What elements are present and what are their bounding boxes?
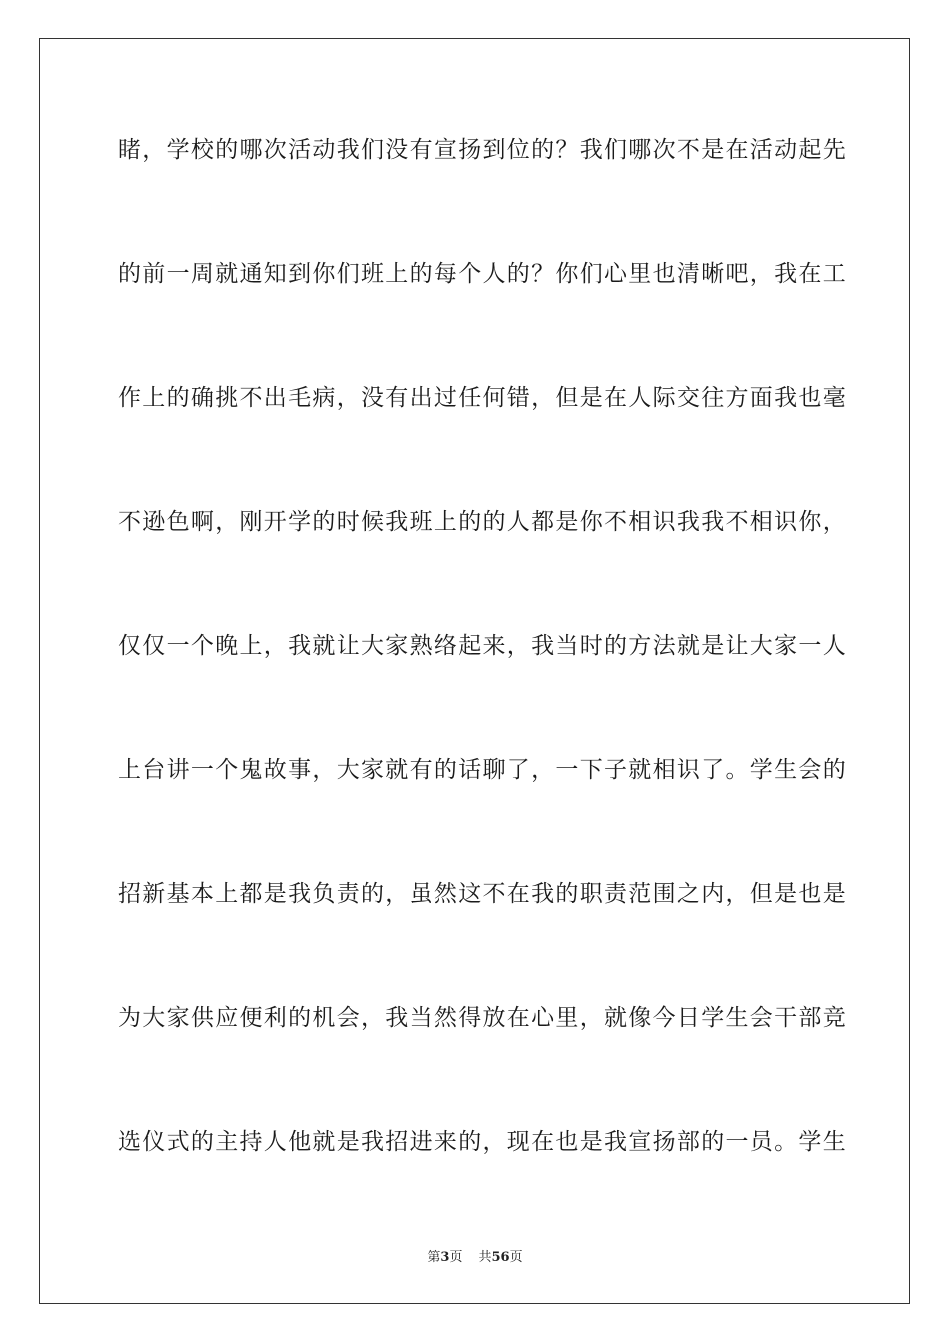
total-prefix: 共	[478, 1250, 492, 1265]
text-line: 不逊色啊，刚开学的时候我班上的的人都是你不相识我我不相识你，	[118, 509, 847, 535]
text-line: 为大家供应便利的机会，我当然得放在心里，就像今日学生会干部竞	[118, 1005, 847, 1031]
page-number: 3	[440, 1250, 450, 1265]
page-prefix: 第	[427, 1250, 441, 1265]
text-line: 上台讲一个鬼故事，大家就有的话聊了，一下子就相识了。学生会的	[118, 757, 847, 783]
page-suffix: 页	[449, 1250, 463, 1265]
text-line: 作上的确挑不出毛病，没有出过任何错，但是在人际交往方面我也毫	[118, 385, 847, 411]
total-pages: 56	[491, 1250, 510, 1265]
text-line: 招新基本上都是我负责的，虽然这不在我的职责范围之内，但是也是	[118, 881, 847, 907]
text-line: 睹，学校的哪次活动我们没有宣扬到位的？我们哪次不是在活动起先	[118, 137, 847, 163]
text-line: 的前一周就通知到你们班上的每个人的？你们心里也清晰吧，我在工	[118, 261, 847, 287]
page-footer	[0, 1246, 950, 1265]
text-line: 仅仅一个晚上，我就让大家熟络起来，我当时的方法就是让大家一人	[118, 633, 847, 659]
text-line: 选仪式的主持人他就是我招进来的，现在也是我宣扬部的一员。学生	[118, 1129, 847, 1155]
total-suffix: 页	[509, 1250, 523, 1265]
document-body	[118, 128, 847, 1244]
